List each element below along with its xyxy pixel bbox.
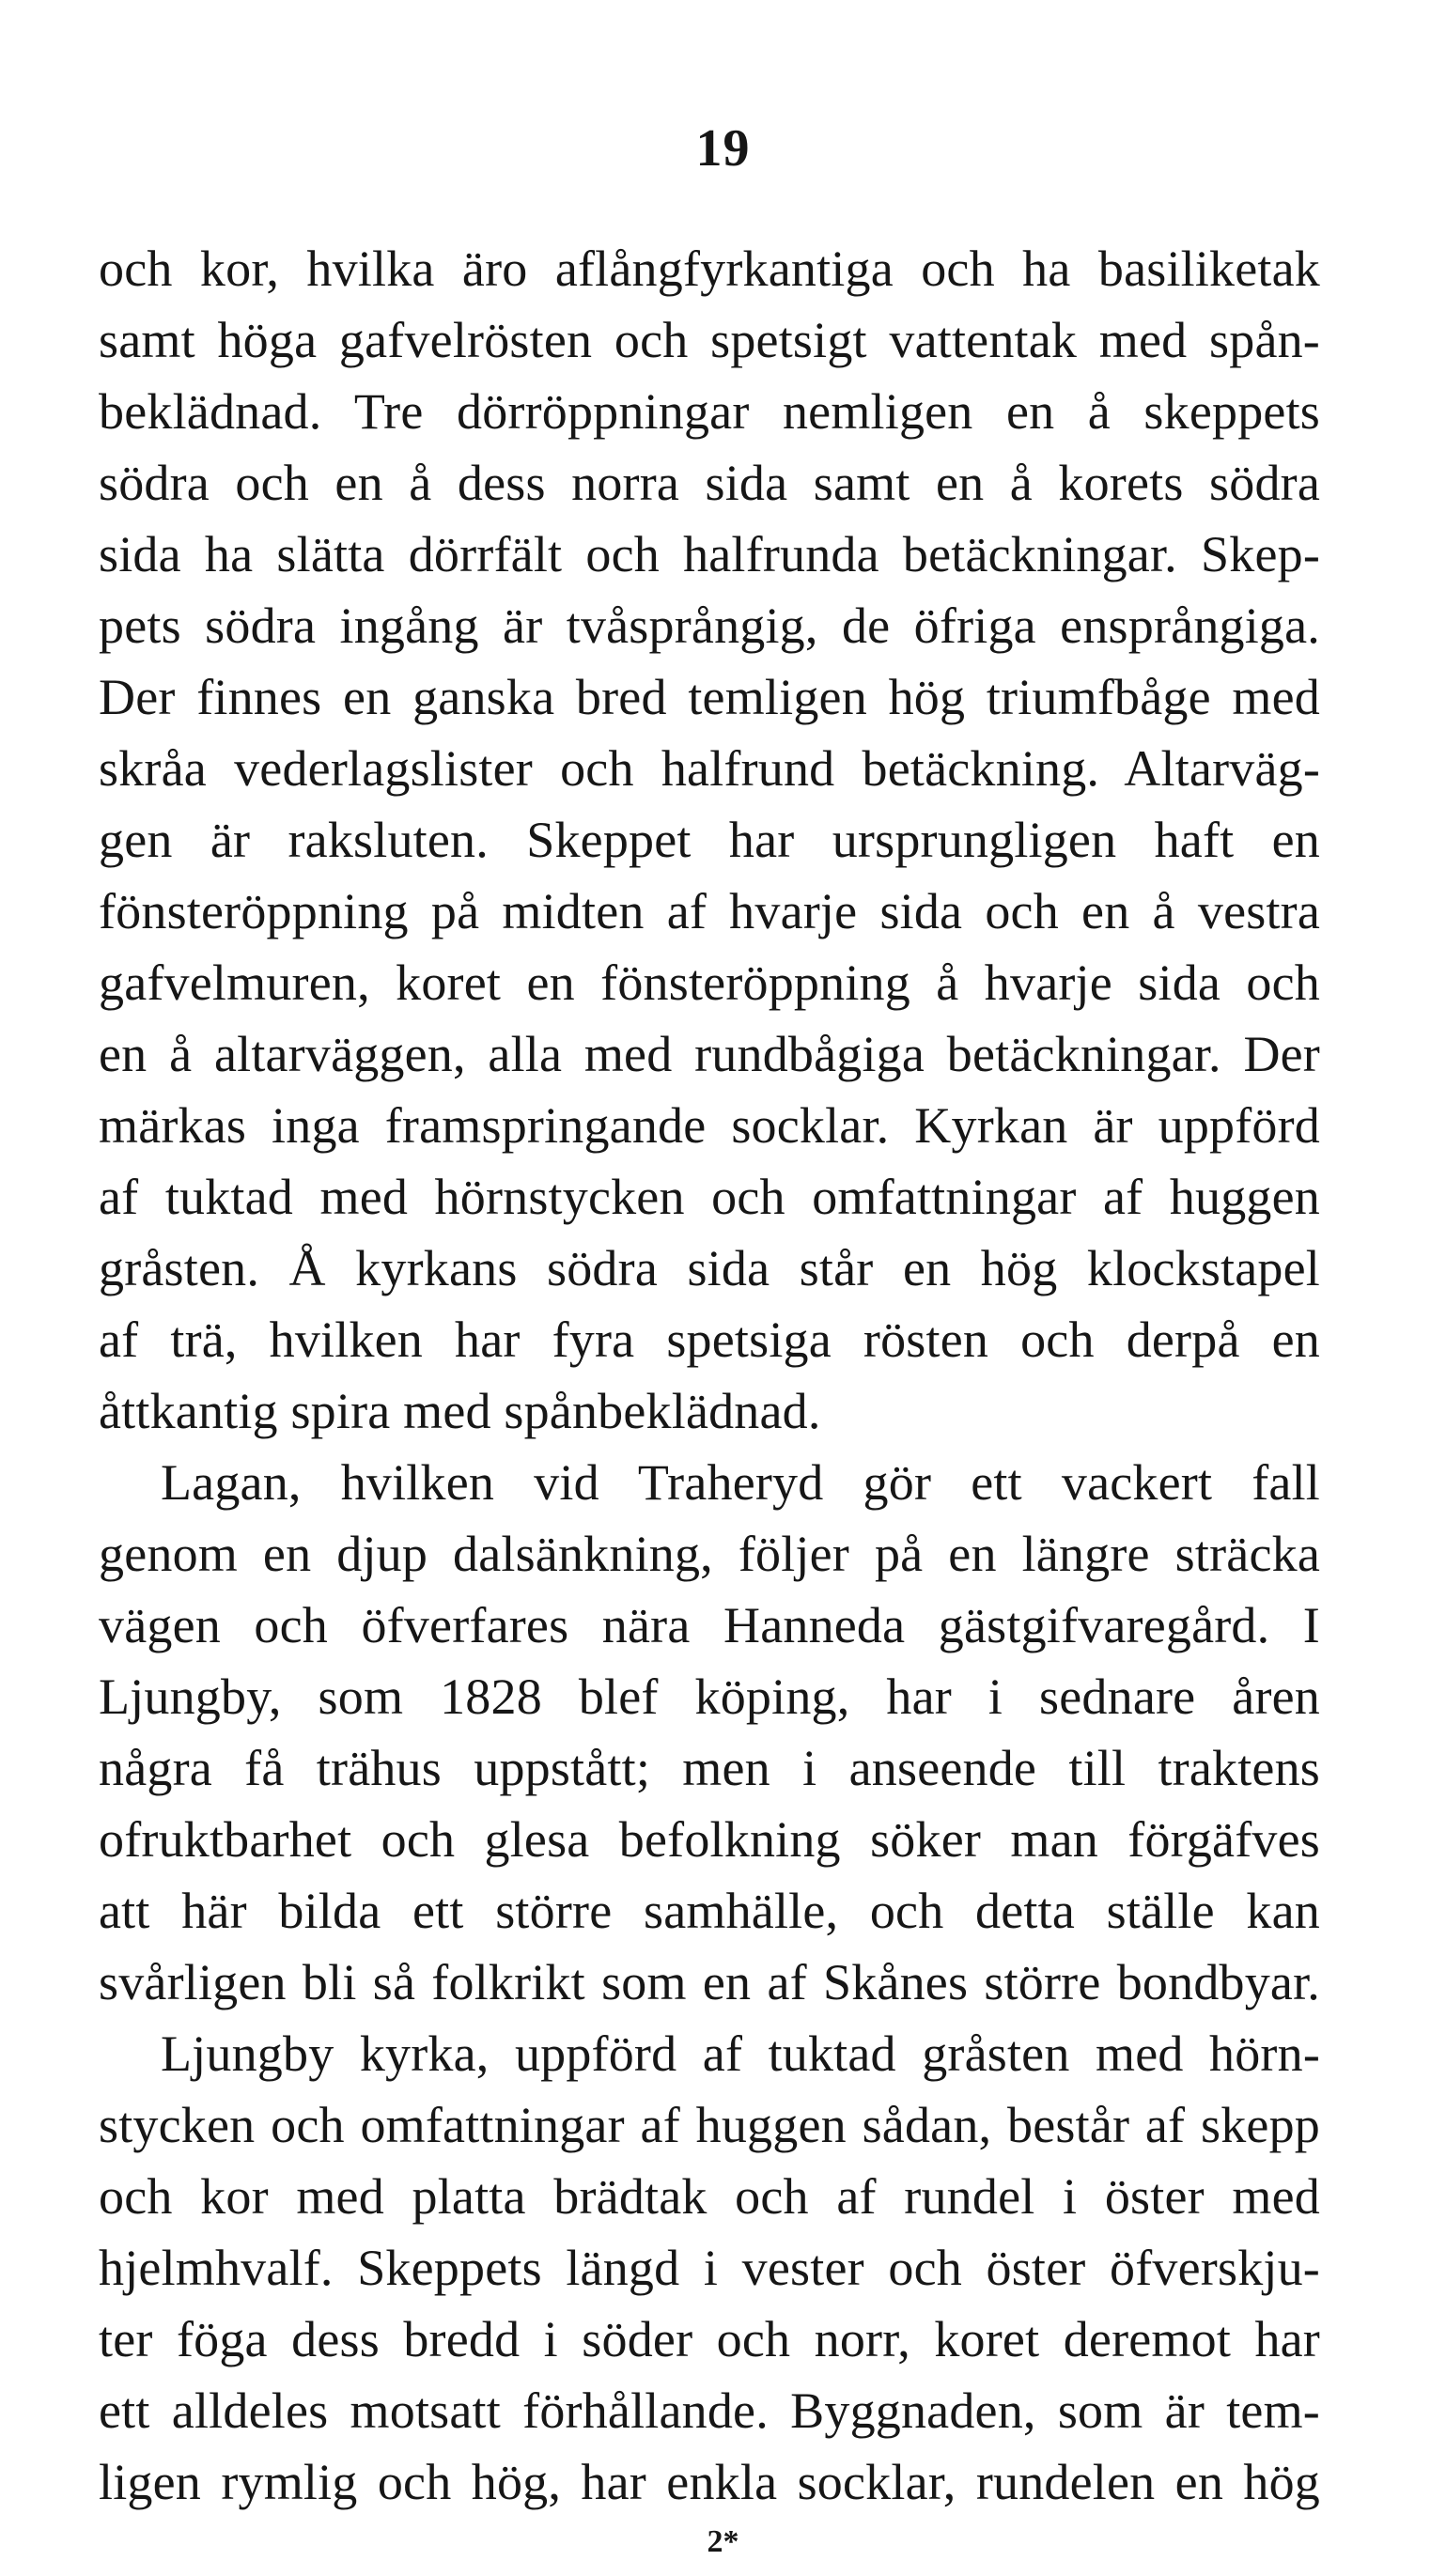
text-line: fönsteröppning på midten af hvarje sida och en å vestra bbox=[99, 883, 1320, 939]
text-line: Ljungby, som 1828 blef köping, har i sednare åren bbox=[99, 1668, 1320, 1725]
text-line: samt höga gafvelrösten och spetsigt vattentak med spån- bbox=[99, 312, 1320, 368]
text-line: skråa vederlagslister och halfrund betäckning. Altarväg- bbox=[99, 740, 1320, 797]
text-line: några få trähus uppstått; men i anseende till traktens bbox=[99, 1740, 1320, 1796]
text-line: Lagan, hvilken vid Traheryd gör ett vackert fall bbox=[161, 1454, 1320, 1511]
text-line: vägen och öfverfares nära Hanneda gästgifvaregård. I bbox=[99, 1597, 1320, 1653]
text-line: märkas inga framspringande socklar. Kyrkan är uppförd bbox=[99, 1097, 1320, 1154]
signature-mark: 2* bbox=[707, 2524, 739, 2559]
text-line: Ljungby kyrka, uppförd af tuktad gråsten med hörn- bbox=[161, 2025, 1320, 2082]
text-line: södra och en å dess norra sida samt en å korets södra bbox=[99, 455, 1320, 511]
text-line: pets södra ingång är tvåsprångig, de öfriga ensprångiga. bbox=[99, 597, 1320, 654]
text-line: en å altarväggen, alla med rundbågiga betäckningar. Der bbox=[99, 1026, 1320, 1082]
text-line: af tuktad med hörnstycken och omfattningar af huggen bbox=[99, 1169, 1320, 1225]
text-line: ligen rymlig och hög, har enkla socklar, rundelen en hög bbox=[99, 2454, 1320, 2510]
text-line: ofruktbarhet och glesa befolkning söker man förgäfves bbox=[99, 1811, 1320, 1868]
text-line: och kor med platta brädtak och af rundel i öster med bbox=[99, 2168, 1320, 2225]
text-line: svårligen bli så folkrikt som en af Skånes större bondbyar. bbox=[99, 1954, 1320, 2010]
text-line: stycken och omfattningar af huggen sådan, består af skepp bbox=[99, 2097, 1320, 2153]
text-line: åttkantig spira med spånbeklädnad. bbox=[99, 1383, 821, 1439]
text-line: Der finnes en ganska bred temligen hög triumfbåge med bbox=[99, 669, 1320, 725]
text-line: gafvelmuren, koret en fönsteröppning å hvarje sida och bbox=[99, 954, 1320, 1011]
text-line: af trä, hvilken har fyra spetsiga rösten och derpå en bbox=[99, 1311, 1320, 1368]
text-line: sida ha slätta dörrfält och halfrunda betäckningar. Skep- bbox=[99, 526, 1320, 582]
text-line: och kor, hvilka äro aflångfyrkantiga och ha basiliketak bbox=[99, 241, 1320, 297]
text-line: beklädnad. Tre dörröppningar nemligen en å skeppets bbox=[99, 383, 1320, 440]
text-line: gen är raksluten. Skeppet har ursprungligen haft en bbox=[99, 812, 1320, 868]
text-line: ter föga dess bredd i söder och norr, koret deremot har bbox=[99, 2311, 1320, 2367]
text-line: att här bilda ett större samhälle, och detta ställe kan bbox=[99, 1883, 1320, 1939]
text-line: hjelmhvalf. Skeppets längd i vester och öster öfverskju- bbox=[99, 2240, 1320, 2296]
text-line: ett alldeles motsatt förhållande. Byggnaden, som är tem- bbox=[99, 2382, 1320, 2439]
text-line: genom en djup dalsänkning, följer på en längre sträcka bbox=[99, 1526, 1320, 1582]
body-text bbox=[99, 233, 1320, 2518]
text-line: gråsten. Å kyrkans södra sida står en hög klockstapel bbox=[99, 1240, 1320, 1296]
page-number: 19 bbox=[695, 119, 751, 178]
